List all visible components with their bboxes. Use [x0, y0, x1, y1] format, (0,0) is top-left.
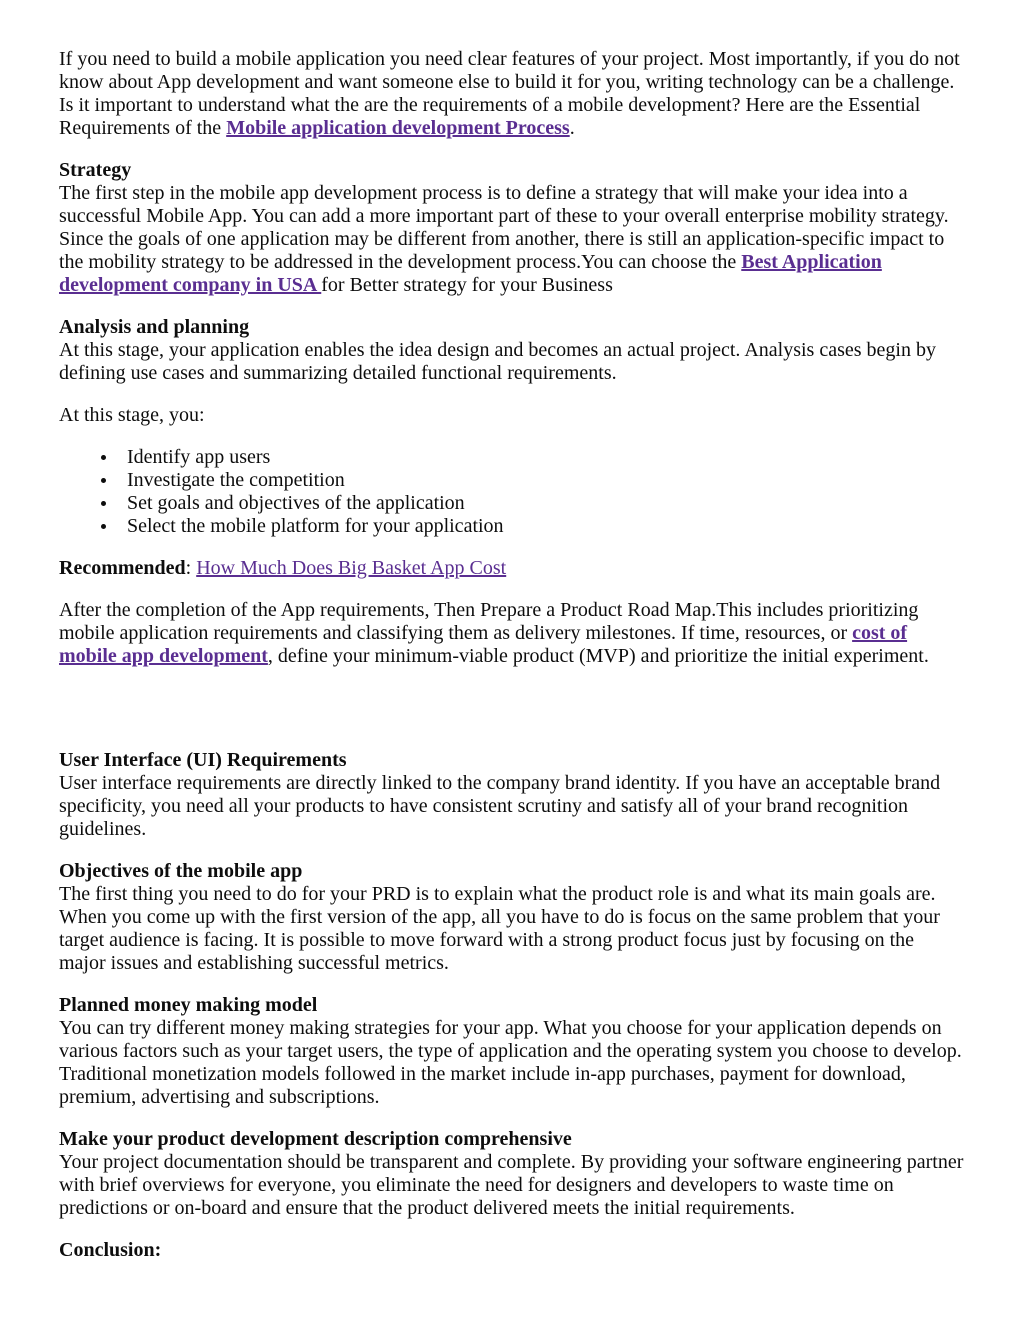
strategy-text-before-link: The first step in the mobile app development process is to define a strategy that will make your idea into a successful Mobile App. You can add a more important part of these to your overall enterprise mobility strategy. Since the goals of one application may be different from another, there is still an application-specific impact to the mobility strategy to be addressed in the development process.You can choose the [59, 182, 949, 273]
roadmap-text-before-link: After the completion of the App requirements, Then Prepare a Product Road Map.This includes prioritizing mobile application requirements and classifying them as delivery milestones. If time, resources, or [59, 599, 919, 644]
link-best-application-development-company-usa[interactable]: Best Application development company in USA [59, 251, 882, 296]
documentation-paragraph: Your project documentation should be transparent and complete. By providing your software engineering partner with brief overviews for everyone, you eliminate the need for designers and developers to waste time on predictions or on-board and ensure that the product delivered meets the initial requirements. [59, 1151, 964, 1219]
vertical-gap [59, 687, 965, 749]
roadmap-paragraph [59, 599, 965, 668]
list-item: • Investigate the competition [118, 469, 965, 492]
link-cost-of-mobile-app-development[interactable]: cost of mobile app development [59, 622, 908, 667]
stage-bullet-list [59, 446, 965, 538]
ui-requirements-paragraph: User interface requirements are directly linked to the company brand identity. If you have an acceptable brand specificity, you need all your products to have consistent scrutiny and satisfy all of your brand recognition guidelines. [59, 772, 941, 840]
intro-text-after-link: . [569, 117, 575, 139]
strategy-section [59, 159, 965, 297]
strategy-paragraph [59, 182, 965, 297]
objectives-paragraph: The first thing you need to do for your PRD is to explain what the product role is and what its main goals are. When you come up with the first version of the app, all you have to do is focus on the same problem that your target audience is facing. It is possible to move forward with a strong product focus just by focusing on the major issues and establishing successful metrics. [59, 883, 940, 974]
intro-paragraph [59, 48, 965, 140]
recommended-label: Recommended [59, 557, 186, 579]
conclusion-heading: Conclusion: [59, 1239, 162, 1261]
link-mobile-application-development-process[interactable]: Mobile application development Process [226, 117, 570, 139]
objectives-section [59, 860, 965, 975]
recommended-separator: : [185, 557, 197, 579]
analysis-heading: Analysis and planning [59, 316, 250, 338]
ui-requirements-section [59, 749, 965, 841]
ui-requirements-heading: User Interface (UI) Requirements [59, 749, 347, 771]
strategy-text-after-link: for Better strategy for your Business [321, 274, 613, 296]
list-item: • Set goals and objectives of the application [118, 492, 965, 515]
analysis-paragraph: At this stage, your application enables the idea design and becomes an actual project. Analysis cases begin by defining use cases and summarizing detailed functional requirements. [59, 339, 936, 384]
stage-intro-line: At this stage, you: [59, 404, 205, 426]
monetization-paragraph: You can try different money making strategies for your app. What you choose for your application depends on various factors such as your target users, the type of application and the operating system you choose to develop. Traditional monetization models followed in the market include in-app purchases, payment for download, premium, advertising and subscriptions. [59, 1017, 962, 1108]
roadmap-text-after-link: , define your minimum-viable product (MVP) and prioritize the initial experiment. [267, 645, 929, 667]
documentation-section [59, 1128, 965, 1220]
recommended-line [59, 557, 965, 580]
link-big-basket-app-cost[interactable]: How Much Does Big Basket App Cost [196, 557, 507, 579]
monetization-heading: Planned money making model [59, 994, 318, 1016]
strategy-heading: Strategy [59, 159, 132, 181]
list-item: • Identify app users [118, 446, 965, 469]
intro-text-before-link: If you need to build a mobile application you need clear features of your project. Most importantly, if you do not know about App development and want someone else to build it for you, writing technology can be a challenge. Is it important to understand what the are the requirements of a mobile development? Here are the Essential Requirements of the [59, 48, 960, 139]
monetization-section [59, 994, 965, 1109]
list-item: • Select the mobile platform for your application [118, 515, 965, 538]
documentation-heading: Make your product development description comprehensive [59, 1128, 572, 1150]
analysis-section [59, 316, 965, 385]
objectives-heading: Objectives of the mobile app [59, 860, 303, 882]
